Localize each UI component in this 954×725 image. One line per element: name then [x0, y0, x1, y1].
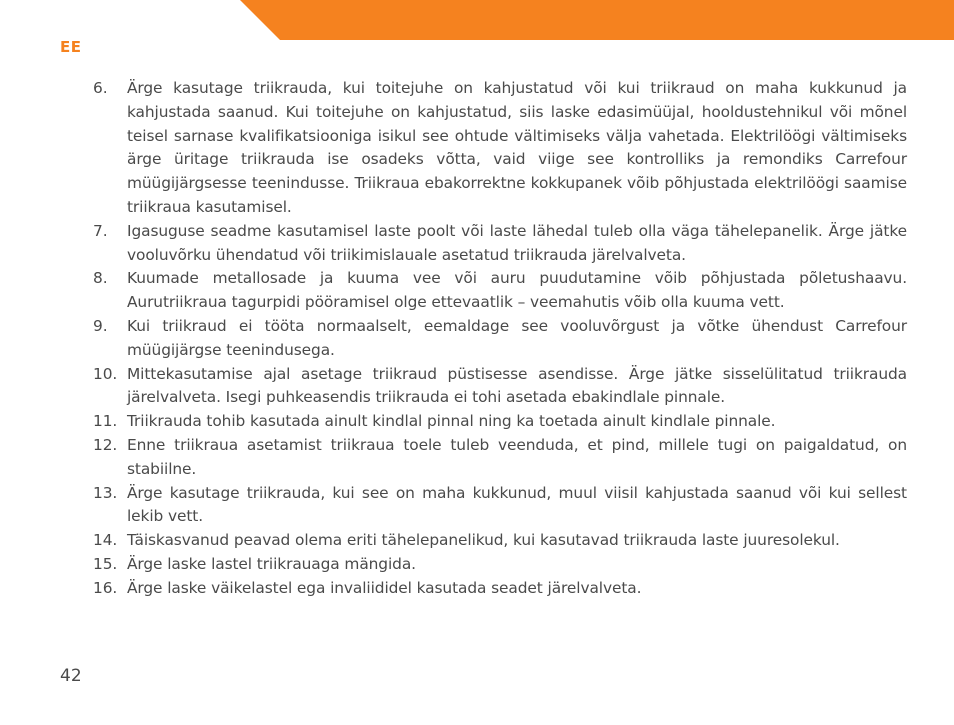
item-text: Enne triikraua asetamist triikraua toele tuleb veenduda, et pind, millele tugi on paigaldatud, on stabiilne.: [127, 435, 907, 478]
list-item: [93, 577, 907, 601]
item-number: 8.: [93, 269, 108, 288]
list-item: [93, 410, 907, 434]
item-number: 7.: [93, 221, 108, 240]
language-code: EE: [60, 38, 82, 56]
item-text: Kui triikraud ei tööta normaalselt, eemaldage see vooluvõrgust ja võtke ühendust Carrefour müügijärgse teenindusega.: [127, 316, 907, 359]
item-number: 6.: [93, 79, 108, 97]
item-number: 15.: [93, 554, 118, 573]
item-number: 14.: [93, 531, 118, 550]
item-number: 10.: [93, 364, 118, 383]
item-number: 9.: [93, 316, 108, 335]
item-text: Ärge kasutage triikrauda, kui toitejuhe on kahjustatud või kui triikraud on maha kukkunud ja kahjustada saanud. Kui toitejuhe on kahjustatud, siis laske edasimüüjal, hooldustehnikul või mõnel teisel sarnase kvalifikatsiooniga isikul see ohtude vältimiseks välja vahetada. Elektrilöögi vältimiseks ärge üritage triikrauda ise osadeks võtta, vaid viige see kontrolliks ja remondiks Carrefour müügijärgsesse teenindusse. Triikraua ebakorrektne kokkupanek võib põhjustada elektrilöögi saamise triikraua kasutamisel.: [127, 79, 907, 216]
list-item: [93, 434, 907, 482]
list-item: [93, 77, 907, 220]
item-number: 11.: [93, 412, 118, 431]
list-item: [93, 267, 907, 315]
item-text: Täiskasvanud peavad olema eriti tähelepanelikud, kui kasutavad triikrauda laste juuresolekul.: [127, 531, 840, 550]
item-text: Ärge laske väikelastel ega invaliididel kasutada seadet järelvalveta.: [127, 578, 642, 597]
list-item: [93, 529, 907, 553]
item-text: Mittekasutamise ajal asetage triikraud püstisesse asendisse. Ärge jätke sisselülitatud triikrauda järelvalveta. Isegi puhkeasendis triikrauda ei tohi asetada ebakindlale pinnale.: [127, 364, 907, 407]
list-item: [93, 553, 907, 577]
item-text: Ärge kasutage triikrauda, kui see on maha kukkunud, muul viisil kahjustada saanud või kui sellest lekib vett.: [127, 483, 907, 526]
item-text: Triikrauda tohib kasutada ainult kindlal pinnal ning ka toetada ainult kindlale pinnale.: [127, 412, 776, 431]
item-text: Ärge laske lastel triikrauaga mängida.: [127, 554, 416, 573]
header-banner: [240, 0, 954, 40]
list-item: [93, 363, 907, 411]
list-item: [93, 482, 907, 530]
item-number: 12.: [93, 435, 118, 454]
page-number: 42: [60, 666, 82, 686]
item-text: Kuumade metallosade ja kuuma vee või auru puudutamine võib põhjustada põletushaavu. Aurutriikraua tagurpidi pööramisel olge ettevaatlik – veemahutis võib olla kuuma vett.: [127, 269, 907, 312]
item-number: 16.: [93, 578, 118, 597]
list-item: [93, 315, 907, 363]
safety-instructions-list: [93, 77, 907, 601]
item-number: 13.: [93, 483, 118, 502]
list-item: [93, 220, 907, 268]
item-text: Igasuguse seadme kasutamisel laste poolt või laste lähedal tuleb olla väga tähelepanelik. Ärge jätke vooluvõrku ühendatud või triikimislauale asetatud triikrauda järelvalveta.: [127, 221, 907, 264]
